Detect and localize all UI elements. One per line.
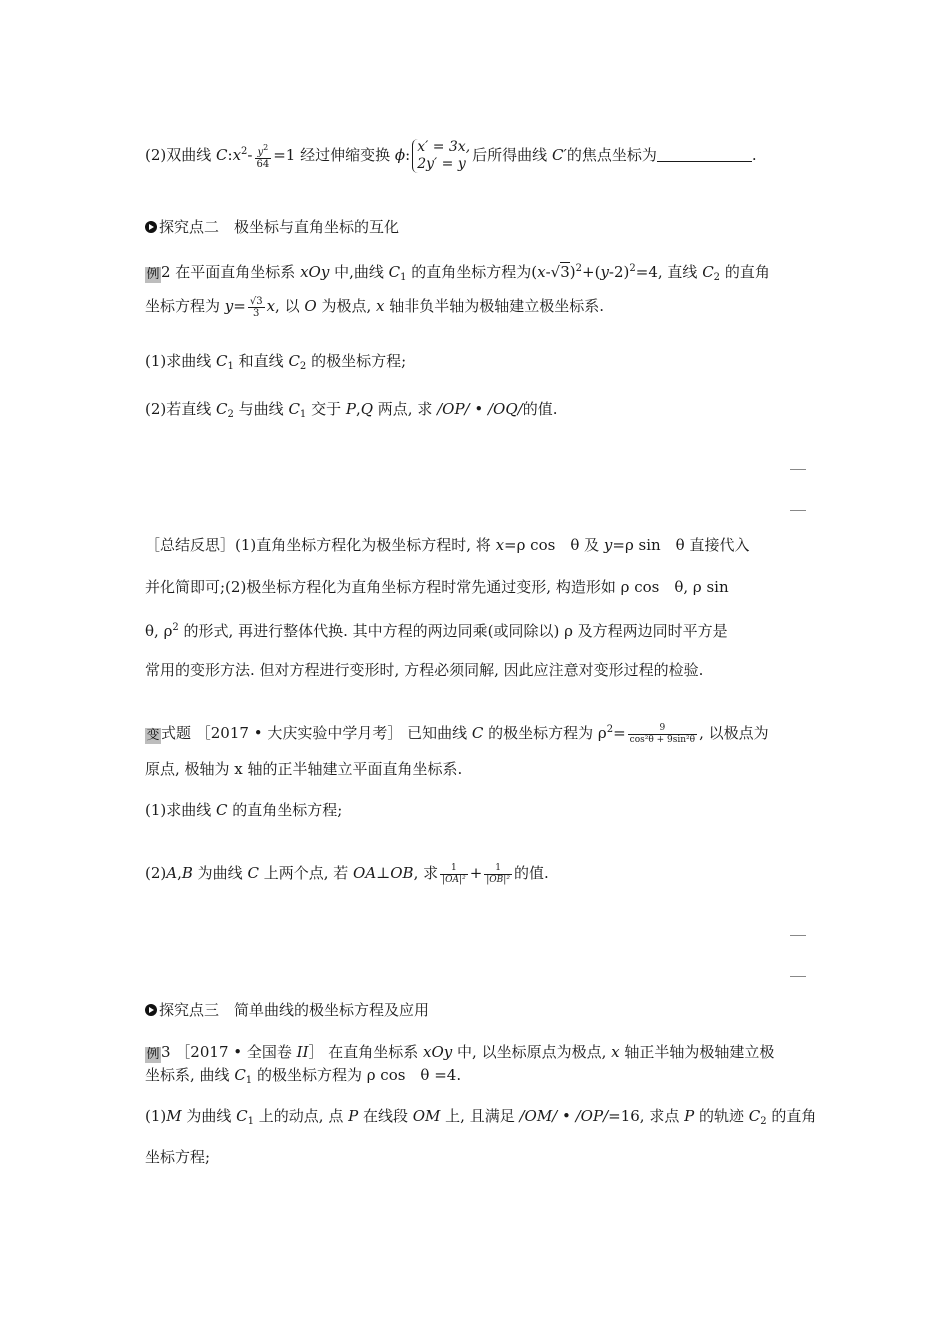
question-text: 的焦点坐标为 [566, 146, 657, 164]
example-tag: 例 [146, 1047, 160, 1062]
section-title: 探究点二 极坐标与直角坐标的互化 [159, 218, 400, 236]
fraction: $\frac{1}{\text{|OB|²}}$ [486, 862, 510, 885]
variant-q2: (2)A,B 为曲线 C 上两个点, 若 OA⊥OB, 求 $\frac{1}{\text{|OA|²}}$ + $\frac{1}{\text{|OB|²}}$ 的值. [145, 862, 549, 885]
example2-q1: (1)求曲线 $C_1$ 和直线 $C_2$ 的极坐标方程; [145, 352, 407, 372]
colon: : [405, 146, 411, 164]
example-tag: 例 [146, 267, 160, 282]
play-bullet-icon [145, 221, 157, 233]
var-x: x [232, 146, 242, 164]
fraction: $\frac{y^2}{64}$ [256, 143, 270, 170]
section-title: 探究点三 简单曲线的极坐标方程及应用 [159, 1001, 430, 1019]
section-heading-3 [145, 999, 429, 1021]
variant-line2: 原点, 极轴为 x 轴的正半轴建立平面直角坐标系. [145, 760, 463, 778]
curve-c-prime: C′ [551, 146, 567, 164]
example2-line2: 坐标方程为 y= $\frac{√3}{3}$ x, 以 O 为极点, x 轴非负半轴为极轴建立极坐标系. [145, 295, 604, 319]
transform-system: x′ = 3x, 2y′ = y [412, 139, 470, 173]
example3-line2: 坐标系, 曲线 $C_1$ 的极坐标方程为 ρ cos θ =4. [145, 1066, 462, 1086]
answer-blank[interactable] [657, 147, 752, 162]
question-number: (2)双曲线 [145, 146, 217, 164]
summary-line3: θ, $\rho^2$ 的形式, 再进行整体代换. 其中方程的两边同乘(或同除以) ρ 及方程两边同时平方是 [145, 622, 728, 640]
fraction: $\frac{1}{\text{|OA|²}}$ [442, 862, 466, 885]
summary-line4: 常用的变形方法. 但对方程进行变形时, 方程必须同解, 因此应注意对变形过程的检验. [145, 661, 704, 679]
play-bullet-icon [145, 1004, 157, 1016]
variant-tag: 变 [146, 728, 160, 743]
curve-name: C [216, 146, 228, 164]
answer-line [790, 935, 806, 936]
summary-line1: ［总结反思］(1)直角坐标方程化为极坐标方程时, 将 x=ρ cos θ 及 y=ρ sin θ 直接代入 [145, 536, 750, 554]
example2-q2: (2)若直线 $C_2$ 与曲线 $C_1$ 交于 P,Q 两点, 求 /OP/ • /OQ/的值. [145, 400, 558, 420]
answer-line [790, 469, 806, 470]
phi-symbol: ϕ [394, 146, 406, 164]
summary-line2: 并化简即可;(2)极坐标方程化为直角坐标方程时常先通过变形, 构造形如 ρ cos θ, ρ sin [145, 578, 729, 596]
question-text: 后所得曲线 [472, 146, 552, 164]
variant-line1: 变 式题 ［2017 • 大庆实验中学月考］ 已知曲线 C 的极坐标方程为 $\rho^2=$ $\frac{9}{\text{cos²θ + 9sin²θ}}$ , 以极点为 [146, 722, 769, 745]
answer-line [790, 976, 806, 977]
variant-q1: (1)求曲线 C 的直角坐标方程; [145, 801, 343, 819]
fraction-sqrt3-over-3: $\frac{√3}{3}$ [249, 295, 263, 319]
example3-line1: 例 3 ［2017 • 全国卷 II］ 在直角坐标系 xOy 中, 以坐标原点为极点, x 轴正半轴为极轴建立极 [146, 1043, 775, 1062]
example3-q1-cont: 坐标方程; [145, 1148, 211, 1166]
minus: - [247, 146, 253, 164]
section-heading-2 [145, 216, 399, 238]
answer-line [790, 510, 806, 511]
hyperbola-question: (2)双曲线 $C:x^2-$ $\frac{y^2}{64}$ =1 经过伸缩变换 ϕ: x′ = 3x, 2y′ = y 后所得曲线 C′的焦点坐标为 . [145, 139, 757, 172]
equation-text: =1 经过伸缩变换 [273, 146, 395, 164]
example2-line1: 例 2 在平面直角坐标系 xOy 中,曲线 $C_1$ 的直角坐标方程为$(x-√3)^2+(y-2)^2=4$, 直线 $C_2$ 的直角 [146, 263, 770, 283]
fraction: $\frac{9}{\text{cos²θ + 9sin²θ}}$ [629, 722, 696, 745]
colon: : [227, 146, 233, 164]
example3-q1: (1)M 为曲线 $C_1$ 上的动点, 点 P 在线段 OM 上, 且满足 /OM/ • /OP/=16, 求点 P 的轨迹 $C_2$ 的直角 [145, 1107, 817, 1127]
period: . [751, 146, 757, 164]
